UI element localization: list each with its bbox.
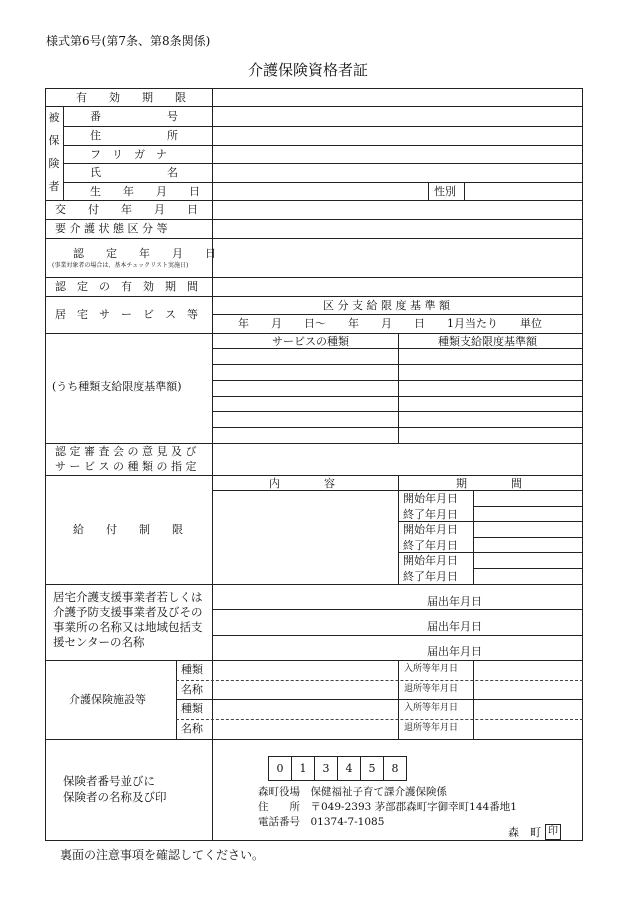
notify-date-label: 届出年月日 (427, 645, 482, 658)
row-line (63, 145, 583, 146)
insured-char: 者 (48, 180, 60, 193)
insurer-digit: 0 (269, 757, 292, 780)
admission-date-label: 入所等年月日 (404, 703, 459, 713)
seal-box (545, 824, 561, 840)
end-date-label: 終了年月日 (403, 539, 458, 552)
fac-name-label: 名称 (181, 722, 203, 735)
row-line (212, 609, 583, 610)
cert-date-note: (事業対象者の場合は、基本チェックリスト実施日) (52, 262, 189, 269)
insurer-digit: 8 (391, 762, 399, 775)
care-level-label: 要 介 護 状 態 区 分 等 (55, 222, 168, 235)
row-line (473, 568, 583, 569)
number-label: 番 号 (90, 110, 178, 123)
row-line (45, 584, 583, 585)
row-line (473, 537, 583, 538)
notify-date-label: 届出年月日 (427, 620, 482, 633)
fac-name-label: 名称 (181, 683, 203, 696)
form-number: 様式第6号(第7条、第8条関係) (46, 34, 211, 48)
insurer-label-line2: 保険者の名称及び印 (63, 790, 167, 804)
row-line (45, 333, 583, 334)
notify-date-label: 届出年月日 (427, 595, 482, 608)
row-line (45, 277, 583, 278)
row-line (45, 200, 583, 201)
limit-header: 区 分 支 給 限 度 基 準 額 (323, 299, 450, 312)
footer-note: 裏面の注意事項を確認してください。 (60, 848, 265, 862)
cert-date-label: 認 定 年 月 日 (73, 247, 216, 260)
period-col: 期 間 (456, 477, 522, 490)
support-label-line: 援センターの名称 (53, 635, 145, 649)
benefit-restriction-label: 給 付 制 限 (73, 523, 183, 536)
insured-char: 被 (48, 111, 60, 124)
dashed-line (176, 719, 583, 720)
row-line (63, 163, 583, 164)
row-line (212, 411, 583, 412)
page-title: 介護保険資格者証 (248, 61, 369, 79)
insurer-phone: 電話番号 01374-7-1085 (258, 816, 385, 828)
kind-label: 種類 (181, 663, 203, 676)
row-line (212, 348, 583, 349)
row-line (63, 126, 583, 127)
gender-divider-1 (428, 182, 429, 200)
gender-label: 性別 (434, 185, 456, 198)
row-line (398, 552, 583, 553)
row-line (212, 396, 583, 397)
row-line (45, 660, 583, 661)
row-line (45, 106, 583, 107)
support-label-line: 介護予防支援事業者及びその (53, 605, 203, 619)
row-line (473, 506, 583, 507)
issue-date-label: 交 付 年 月 日 (55, 203, 198, 216)
kind-label: 種類 (181, 702, 203, 715)
insurer-number-boxes (268, 756, 407, 781)
start-date-label: 開始年月日 (403, 492, 458, 505)
start-date-label: 開始年月日 (403, 523, 458, 536)
insurer-label-line1: 保険者番号並びに (63, 774, 155, 788)
row-line (398, 521, 583, 522)
insured-divider (63, 106, 64, 200)
insurer-digit: 1 (292, 757, 315, 780)
admission-date-label: 入所等年月日 (404, 664, 459, 674)
row-line (45, 475, 583, 476)
insured-char: 保 (48, 134, 60, 147)
discharge-date-label: 退所等年月日 (404, 723, 459, 733)
row-line (212, 314, 583, 315)
row-line (212, 427, 583, 428)
insurer-digit: 4 (338, 757, 361, 780)
gender-divider-2 (464, 182, 465, 200)
validity-period-label: 有 効 期 限 (76, 91, 186, 104)
seal-char: 印 (548, 826, 558, 837)
insurer-seal-name: 森 町 (508, 826, 541, 839)
opinion-line1: 認 定 審 査 会 の 意 見 及 び (55, 445, 197, 458)
end-date-label: 終了年月日 (403, 570, 458, 583)
insurer-address: 住 所 〒049-2393 茅部郡森町字御幸町144番地1 (258, 801, 517, 813)
row-line (45, 219, 583, 220)
type-limit-label: (うち種類支給限度基準額) (52, 380, 182, 393)
type-limit-col: 種類支給限度基準額 (438, 335, 537, 348)
row-line (63, 182, 583, 183)
row-line (45, 296, 583, 297)
row-line (212, 380, 583, 381)
cert-validity-label: 認 定 の 有 効 期 間 (55, 280, 198, 293)
restriction-col-divider (398, 475, 399, 584)
insurer-digit: 3 (315, 757, 338, 780)
support-label-line: 居宅介護支援事業者若しくは (53, 590, 203, 604)
content-col: 内 容 (269, 477, 335, 490)
facility-label: 介護保険施設等 (69, 693, 146, 706)
insured-char: 険 (48, 157, 60, 170)
dashed-line (176, 680, 583, 681)
end-date-label: 終了年月日 (403, 508, 458, 521)
row-line (212, 364, 583, 365)
service-type-col: サービスの種類 (272, 335, 349, 348)
home-service-label: 居 宅 サ ー ビ ス 等 (55, 308, 198, 321)
limit-period: 年 月 日～ 年 月 日 1月当たり 単位 (238, 317, 542, 330)
opinion-line2: サ ー ビ ス の 種 類 の 指 定 (55, 460, 197, 473)
row-line (45, 739, 583, 740)
row-line (212, 635, 583, 636)
discharge-date-label: 退所等年月日 (404, 684, 459, 694)
row-line (45, 443, 583, 444)
start-date-label: 開始年月日 (403, 554, 458, 567)
row-line (45, 238, 583, 239)
row-line (176, 699, 583, 700)
address-label: 住 所 (90, 129, 178, 142)
name-label: 氏 名 (90, 166, 178, 179)
insurer-office: 森町役場 保健福祉子育て課介護保険係 (258, 786, 447, 798)
birthdate-label: 生 年 月 日 (90, 185, 200, 198)
insurer-digit: 5 (361, 757, 384, 780)
furigana-label: フ リ ガ ナ (90, 148, 167, 161)
row-line (212, 490, 583, 491)
support-label-line: 事業所の名称又は地域包括支 (53, 620, 203, 634)
